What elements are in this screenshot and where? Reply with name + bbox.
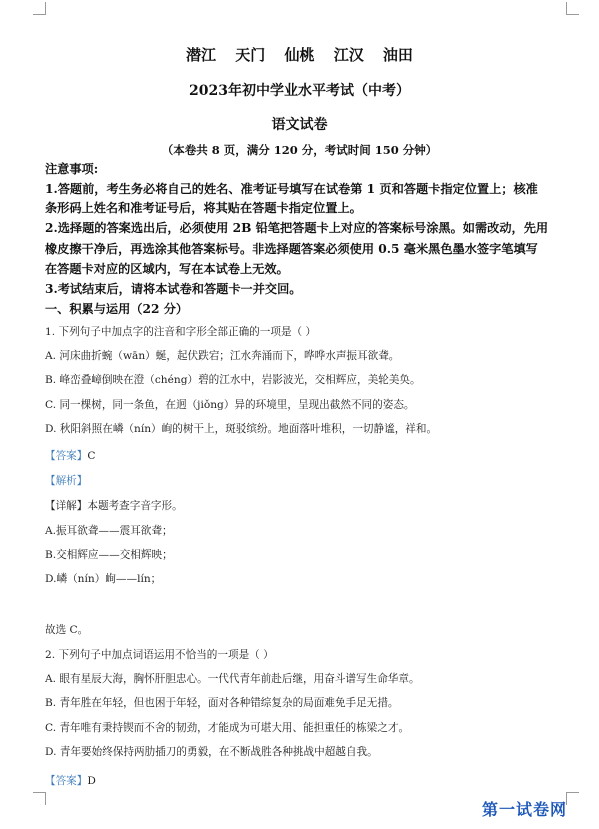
q2-answer-label: 【答案】 (45, 775, 88, 787)
crop-mark-bottom-right (566, 792, 579, 805)
q1-conclusion: 故选 C。 (45, 624, 89, 636)
q2-answer-value: D (87, 775, 96, 787)
q1-detail-line-d: D.嶙（nín）峋——lín； (45, 573, 162, 585)
q1-option-b: B. 峰峦叠嶂倒映在澄（chéng）碧的江水中，岩影波光，交相辉应，美轮美奂。 (45, 374, 421, 386)
crop-mark-top-right (566, 2, 579, 15)
section-title: 一、积累与运用（22 分） (45, 302, 189, 316)
q1-detail: 【详解】本题考查字音字形。 (45, 500, 183, 512)
exam-info: （本卷共 8 页，满分 120 分，考试时间 150 分钟） (161, 143, 438, 157)
crop-mark-bottom-left (33, 792, 46, 805)
q2-option-d: D. 青年要始终保持两肋插刀的勇毅，在不断战胜各种挑战中超越自我。 (45, 746, 378, 758)
notice-line-5: 在答题卡对应的区域内，写在本试卷上无效。 (45, 262, 289, 276)
q1-option-c: C. 同一棵树，同一条鱼，在迥（jiǒng）异的环境里，呈现出截然不同的姿态。 (45, 399, 415, 411)
q1-option-a: A. 河床曲折蜿（wān）蜒，起伏跌宕；江水奔涌而下，哗哗水声振耳欲聋。 (45, 350, 400, 362)
q2-stem: 2. 下列句子中加点词语运用不恰当的一项是（ ） (45, 649, 274, 661)
q1-detail-line-a: A.振耳欲聋——震耳欲聋； (45, 525, 173, 537)
crop-mark-top-left (33, 2, 46, 15)
notice-title: 注意事项: (45, 162, 99, 176)
q2-answer (45, 773, 96, 788)
notice-line-2: 条形码上姓名和准考证号后，将其贴在答题卡指定位置上。 (45, 201, 362, 215)
notice-line-1: 1.答题前，考生务必将自己的姓名、准考证号填写在试卷第 1 页和答题卡指定位置上；核准 (45, 182, 538, 196)
notice-line-3: 2.选择题的答案选出后，必须使用 2B 铅笔把答题卡上对应的答案标号涂黑。如需改动，先用 (45, 221, 549, 235)
q1-option-d: D. 秋阳斜照在嶙（nín）峋的树干上，斑驳缤纷。地面落叶堆积，一切静谧，祥和。 (45, 423, 438, 435)
q2-option-b: B. 青年胜在年轻，但也困于年轻，面对各种错综复杂的局面难免手足无措。 (45, 697, 399, 709)
notice-line-4: 橡皮擦干净后，再选涂其他答案标号。非选择题答案必须使用 0.5 毫米黑色墨水签字笔填写 (45, 242, 538, 256)
regions-title: 潜江 天门 仙桃 江汉 油田 (186, 46, 413, 64)
exam-title: 2023年初中学业水平考试（中考） (189, 83, 410, 99)
notice-line-6: 3.考试结束后，请将本试卷和答题卡一并交回。 (45, 282, 302, 296)
q1-analysis-label: 【解析】 (45, 475, 88, 487)
q2-option-a: A. 眼有星辰大海，胸怀肝胆忠心。一代代青年前赴后继，用奋斗谱写生命华章。 (45, 673, 420, 685)
q1-answer-value: C (87, 450, 96, 462)
q1-answer (45, 448, 95, 463)
q1-stem: 1. 下列句子中加点字的注音和字形全部正确的一项是（ ） (45, 326, 317, 338)
subject-title: 语文试卷 (271, 117, 328, 133)
q1-answer-label: 【答案】 (45, 450, 88, 462)
q2-option-c: C. 青年唯有秉持锲而不舍的韧劲，才能成为可堪大用、能担重任的栋梁之才。 (45, 722, 410, 734)
watermark-logo: 第一试卷网 (482, 800, 568, 819)
q1-detail-line-b: B.交相辉应——交相辉映； (45, 549, 173, 561)
